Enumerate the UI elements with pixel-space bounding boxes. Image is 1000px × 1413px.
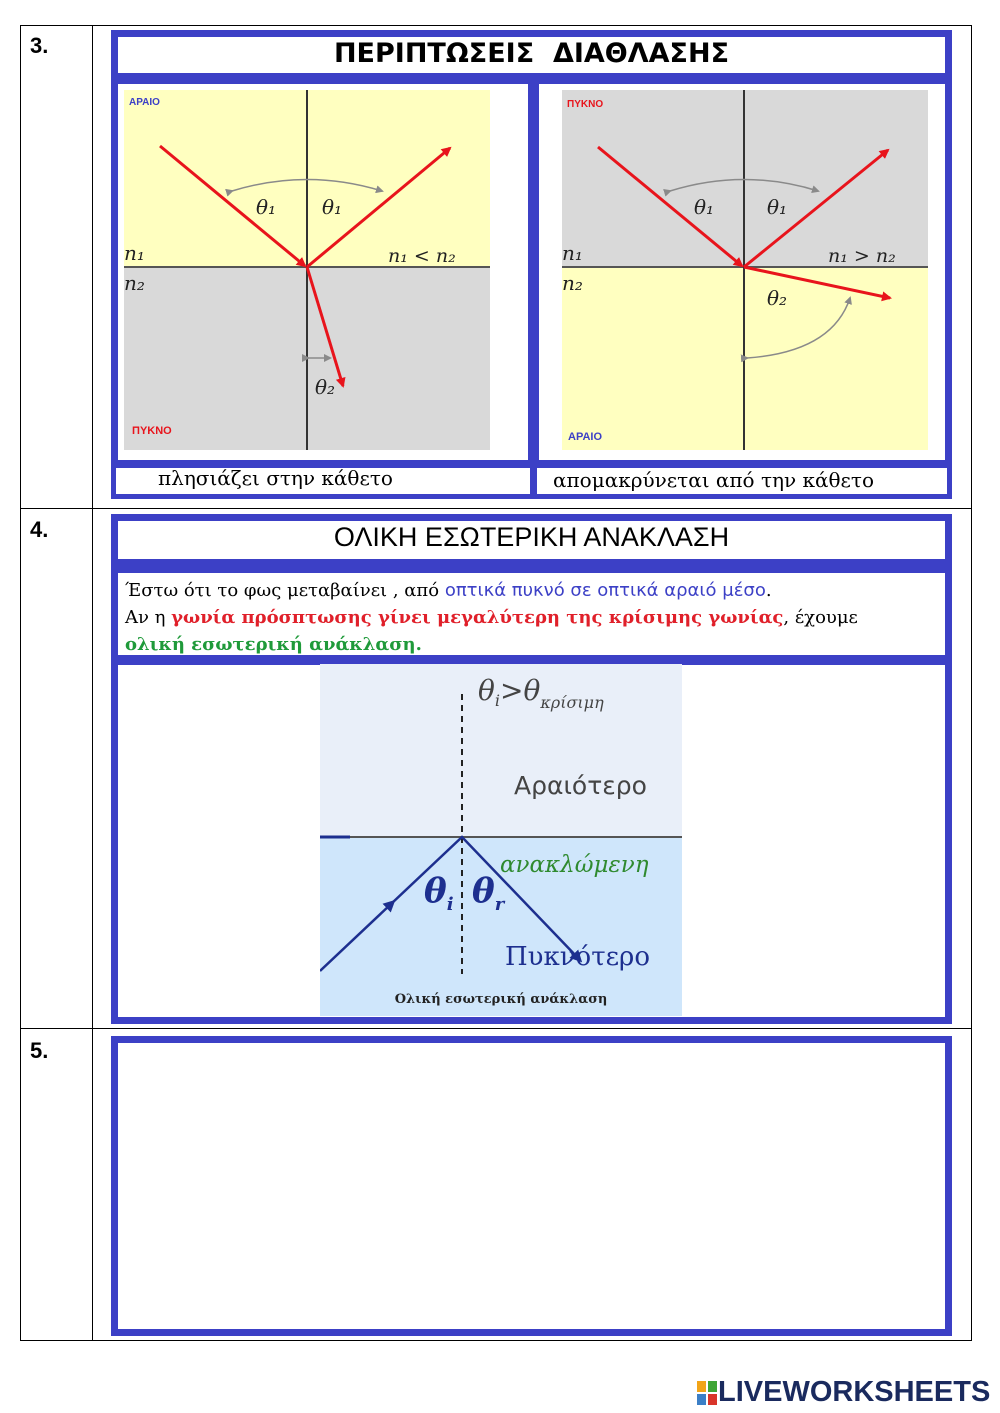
left-top-medium-label: ΑΡΑΙΟ xyxy=(129,97,160,108)
text-line-2-end: , έχουμε xyxy=(783,607,858,628)
condition-label: $\theta_i>\theta_{\kappa\rho ί\sigma\iota\mu\eta}$ xyxy=(478,674,604,712)
right-bottom-medium-label: ΑΡΑΙΟ xyxy=(568,431,603,443)
row-number-3: 3. xyxy=(30,33,49,58)
text-line-1-start: Έστω ότι το φως μεταβαίνει , από xyxy=(125,580,445,601)
table-border-row5 xyxy=(20,1028,972,1029)
right-theta2-label: θ₂ xyxy=(767,286,788,310)
right-theta1-incident: θ₁ xyxy=(694,195,715,219)
refraction-diagram-left xyxy=(124,90,490,450)
right-top-medium-label: ΠΥΚΝΟ xyxy=(567,99,604,110)
right-n2-label: n₂ xyxy=(562,271,583,295)
right-theta1-reflected: θ₁ xyxy=(767,195,788,219)
table-border-top xyxy=(20,25,972,26)
left-bottom-medium-label: ΠΥΚΝΟ xyxy=(132,425,172,437)
text-line-2-highlight: γωνία πρόσπτωσης γίνει μεγαλύτερη της κρίσιμης γωνίας xyxy=(171,607,784,628)
row-number-4: 4. xyxy=(30,517,49,542)
diagram-caption: Ολική εσωτερική ανάκλαση xyxy=(394,992,608,1007)
total-reflection-text xyxy=(125,577,945,658)
total-reflection-title: ΟΛΙΚΗ ΕΣΩΤΕΡΙΚΗ ΑΝΑΚΛΑΣΗ xyxy=(333,522,730,552)
text-line-1 xyxy=(125,577,945,604)
text-line-2-start: Αν η xyxy=(125,607,172,628)
table-border-row4 xyxy=(20,508,972,509)
liveworksheets-brand: LIVEWORKSHEETS xyxy=(718,1376,991,1408)
refraction-diagram-right xyxy=(562,90,928,450)
refraction-left-caption: πλησιάζει στην κάθετο xyxy=(158,466,393,490)
left-theta1-incident: θ₁ xyxy=(256,195,277,219)
theta-i-label: $\theta_i$ xyxy=(424,871,454,915)
total-reflection-diagram xyxy=(320,664,682,1016)
table-border-left xyxy=(20,25,21,1341)
right-relation-label: n₁ > n₂ xyxy=(828,245,896,267)
table-border-bottom xyxy=(20,1340,972,1341)
empty-answer-box xyxy=(111,1036,952,1336)
text-line-1-highlight: οπτικά πυκνό σε οπτικά αραιό μέσο xyxy=(444,580,766,601)
row-number-5: 5. xyxy=(30,1038,49,1063)
right-n1-label: n₁ xyxy=(562,241,583,265)
left-relation-label: n₁ < n₂ xyxy=(388,245,456,267)
upper-medium-label: Αραιότερο xyxy=(514,771,647,800)
liveworksheets-logo xyxy=(697,1381,717,1405)
refraction-right-caption: απομακρύνεται από την κάθετο xyxy=(553,468,875,492)
theta-r-label: $\theta_r$ xyxy=(472,871,505,915)
text-line-1-end: . xyxy=(765,580,772,601)
refraction-title: ΠΕΡΙΠΤΩΣΕΙΣ ΔΙΑΘΛΑΣΗΣ xyxy=(333,38,730,69)
left-theta2-label: θ₂ xyxy=(315,375,336,399)
left-n1-label: n₁ xyxy=(124,241,145,265)
text-line-2 xyxy=(125,604,945,631)
left-n2-label: n₂ xyxy=(124,271,145,295)
table-column-divider xyxy=(92,25,93,1341)
left-theta1-reflected: θ₁ xyxy=(322,195,343,219)
lower-medium-label: Πυκνότερο xyxy=(505,942,650,972)
reflected-ray-label: ανακλώμενη xyxy=(500,852,649,878)
text-line-3: ολική εσωτερική ανάκλαση. xyxy=(125,634,422,655)
table-border-right xyxy=(971,25,972,1341)
